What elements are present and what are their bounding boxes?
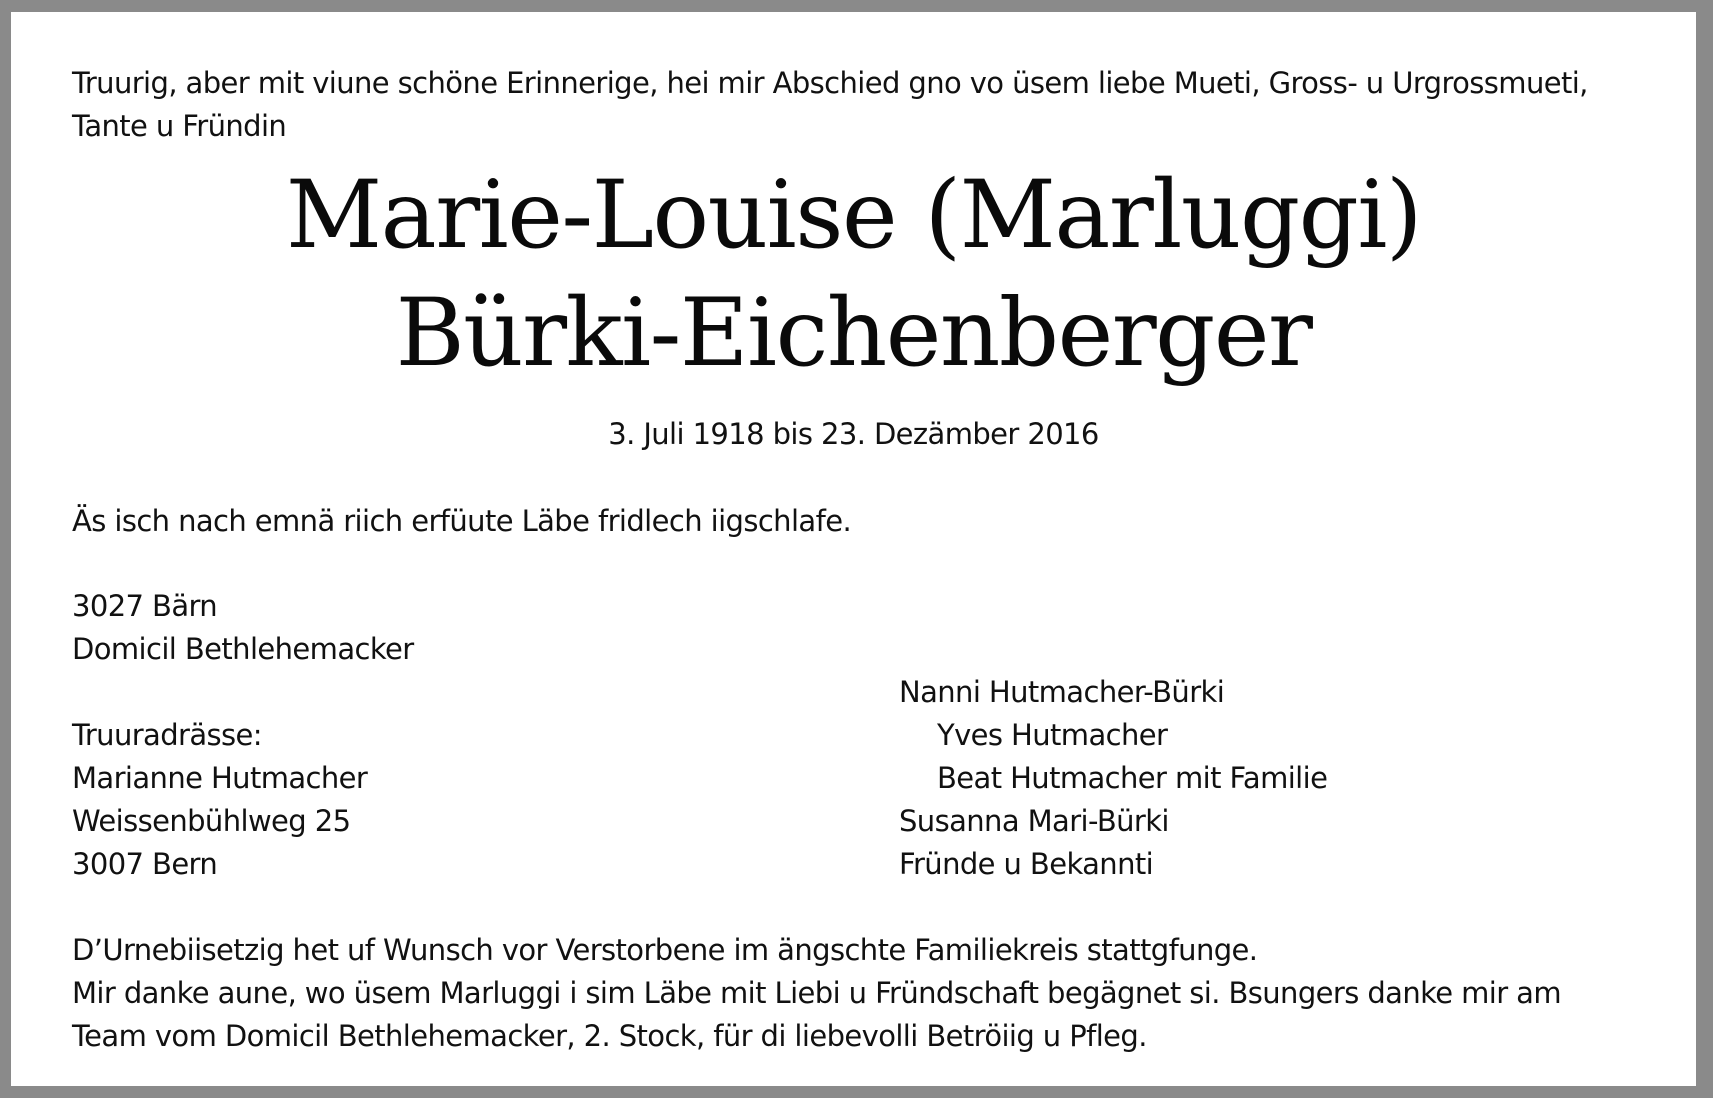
- mourning-address-name: Marianne Hutmacher: [72, 761, 368, 795]
- life-dates: 3. Juli 1918 bis 23. Dezämber 2016: [608, 417, 1099, 451]
- obituary-notice: [11, 12, 1696, 1086]
- intro-text: [72, 62, 1672, 148]
- closing-line-2: Mir danke aune, wo üsem Marluggi i sim Läbe mit Liebi u Fründschaft begägnet si. Bsungers danke mir am: [72, 976, 1561, 1010]
- mourner-entry: Fründe u Bekannti: [899, 847, 1154, 881]
- mourner-entry: Nanni Hutmacher-Bürki: [899, 675, 1225, 709]
- passing-statement: Äs isch nach emnä riich erfüute Läbe fridlech iigschlafe.: [72, 504, 852, 538]
- residence-line-1: 3027 Bärn: [72, 589, 218, 623]
- mourning-address-street: Weissenbühlweg 25: [72, 804, 351, 838]
- intro-line-1: Truurig, aber mit viune schöne Erinnerige, hei mir Abschied gno vo üsem liebe Mueti, Gross- u Urgrossmueti,: [72, 66, 1588, 100]
- spacer: [72, 671, 792, 714]
- address-column: [72, 585, 792, 886]
- deceased-name-line-1: Marie-Louise (Marluggi): [285, 161, 1422, 270]
- closing-line-1: D’Urnebiisetzig het uf Wunsch vor Verstorbene im ängschte Familiekreis stattgfunge.: [72, 933, 1258, 967]
- mourners-list: [899, 671, 1599, 886]
- frame-border-left: [0, 0, 11, 1098]
- frame-border-right: [1696, 0, 1713, 1098]
- closing-line-3: Team vom Domicil Bethlehemacker, 2. Stock, für di liebevolli Betröiig u Pfleg.: [72, 1019, 1147, 1053]
- mourner-entry: Beat Hutmacher mit Familie: [937, 761, 1328, 795]
- intro-line-2: Tante u Fründin: [72, 109, 287, 143]
- residence-line-2: Domicil Bethlehemacker: [72, 632, 414, 666]
- mourning-address-label: Truuradrässe:: [72, 718, 262, 752]
- mourner-entry: Yves Hutmacher: [937, 718, 1168, 752]
- deceased-name-line-2: Bürki-Eichenberger: [395, 279, 1312, 388]
- mourning-address-city: 3007 Bern: [72, 847, 218, 881]
- closing-text: [72, 929, 1682, 1058]
- mourner-entry: Susanna Mari-Bürki: [899, 804, 1169, 838]
